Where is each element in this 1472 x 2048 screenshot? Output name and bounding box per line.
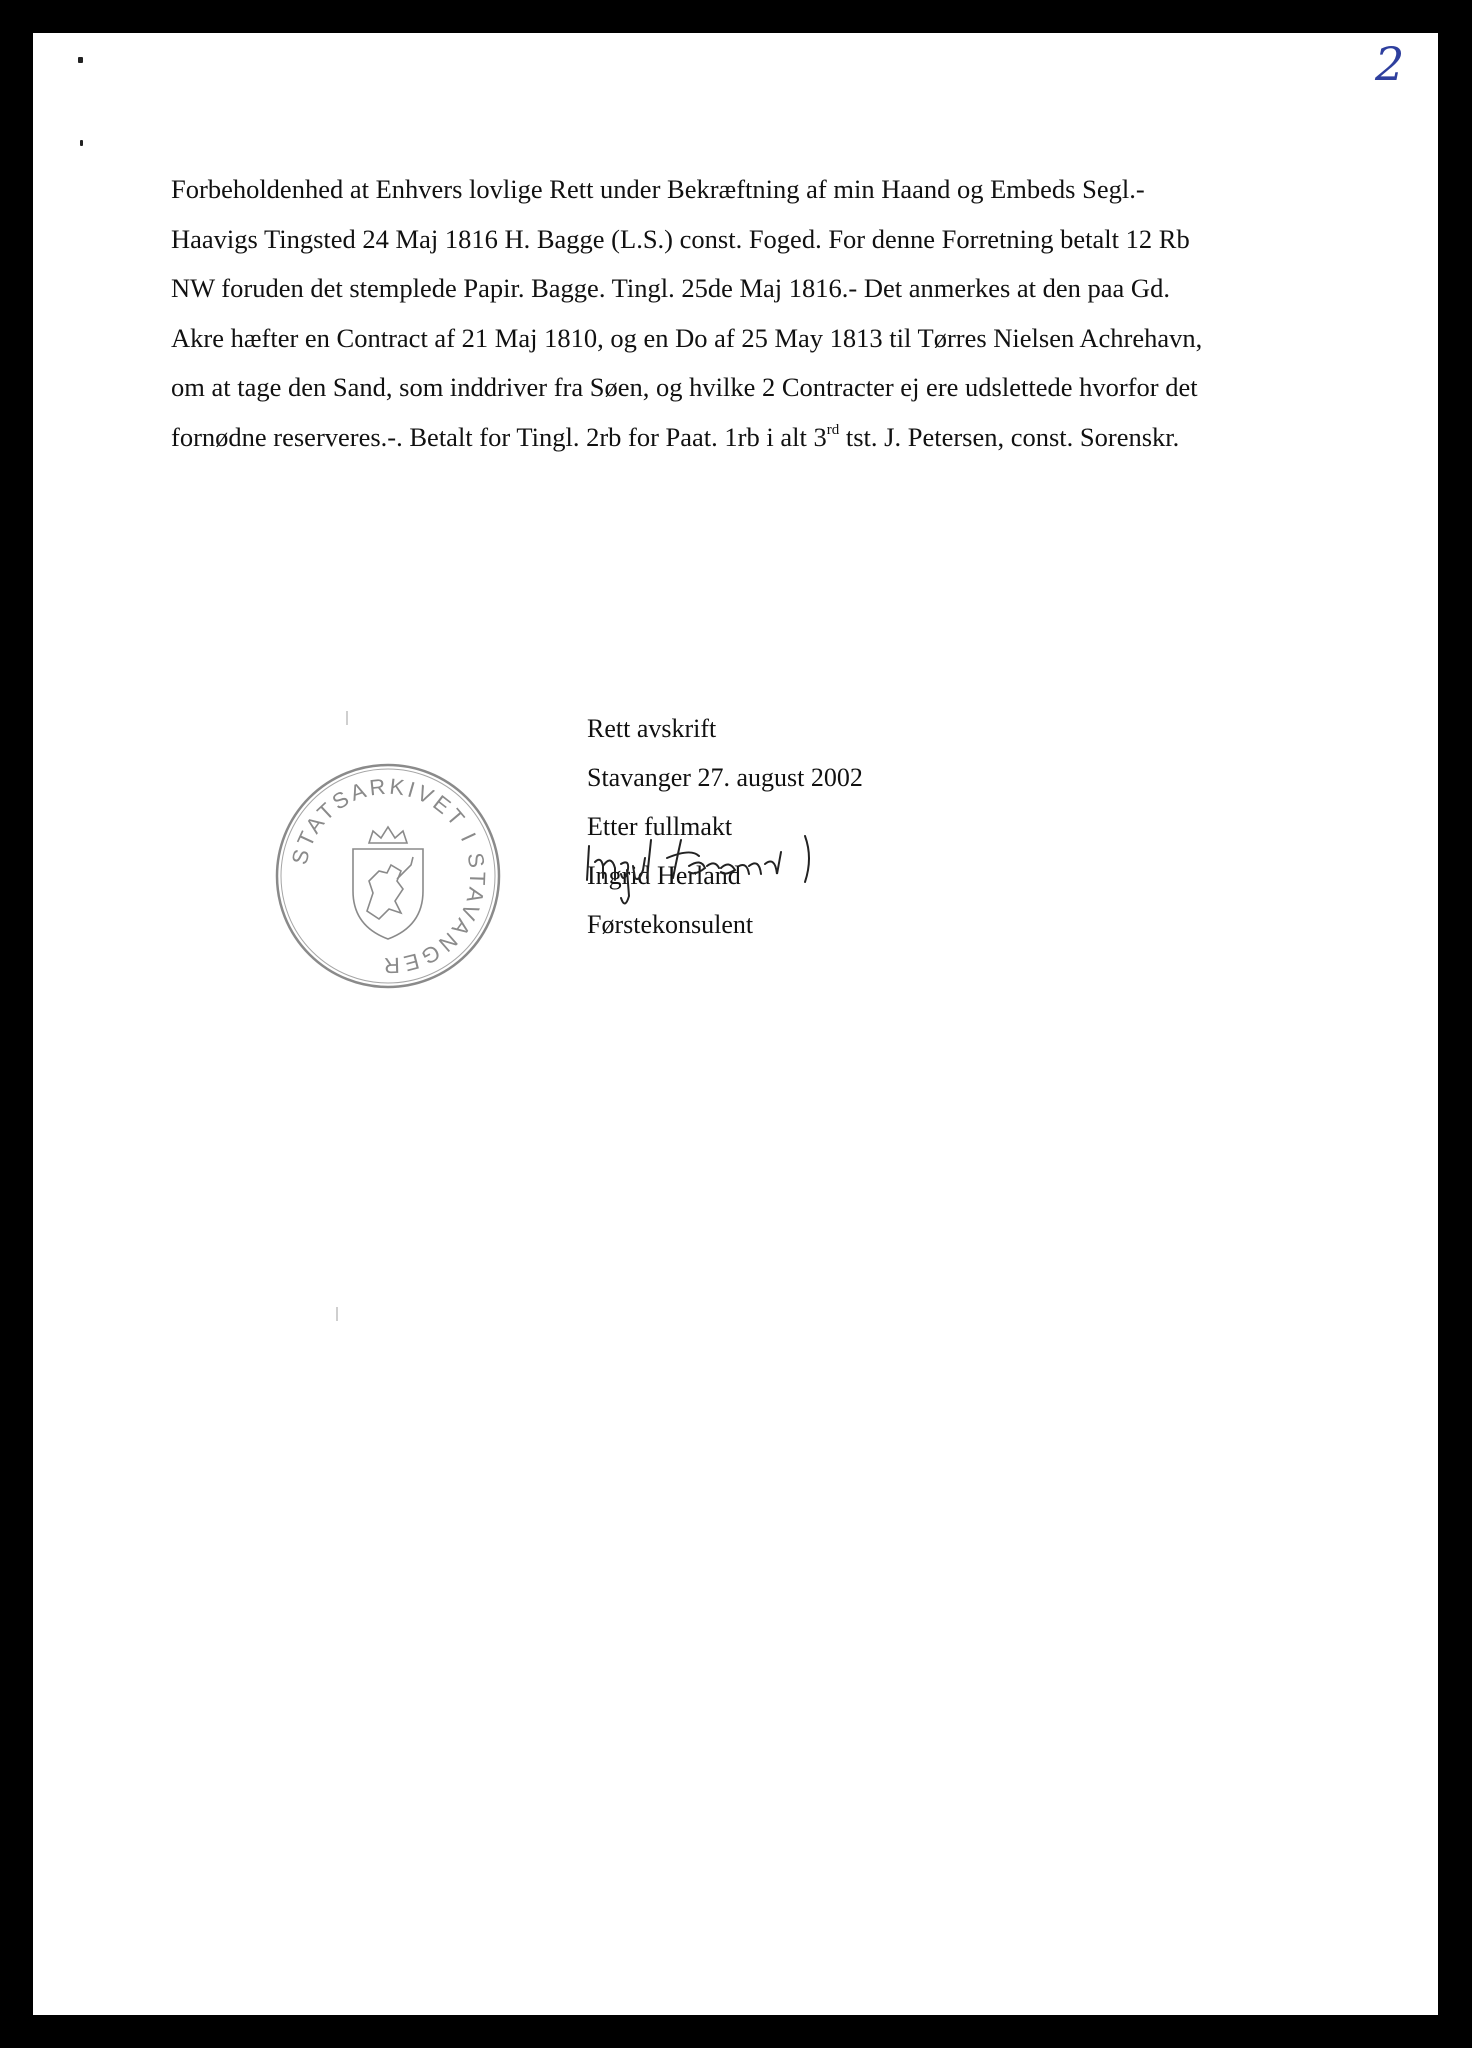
transcript-line: Forbeholdenhed at Enhvers lovlige Rett under Bekræftning af min Haand og Embeds Segl.- [171, 174, 1145, 204]
last-line-end: tst. J. Petersen, const. Sorenskr. [839, 421, 1180, 452]
superscript-rd: rd [826, 421, 840, 438]
scan-mark [346, 711, 348, 725]
transcript-line: Haavigs Tingsted 24 Maj 1816 H. Bagge (L.S.) const. Foged. For denne Forretning betalt 12 Rb [171, 223, 1190, 254]
transcript-last-line [171, 413, 1371, 463]
transcript-line: NW foruden det stemplede Papir. Bagge. Tingl. 25de Maj 1816.- Det anmerkes at den paa Gd. [171, 273, 1170, 303]
signer-name: Ingrid Herland [587, 861, 741, 890]
transcript-line: om at tage den Sand, som inddriver fra Søen, og hvilke 2 Contracter ej ere udslettede hvorfor det [171, 372, 1198, 402]
last-line-start: fornødne reserveres.-. Betalt for Tingl. 2rb for Paat. 1rb i alt 3 [171, 421, 827, 452]
seal-text: STATSARKIVET I STAVANGER [286, 773, 491, 979]
certified-copy-label: Rett avskrift [587, 714, 717, 743]
scan-mark [336, 1307, 338, 1321]
place-and-date: Stavanger 27. august 2002 [587, 763, 863, 792]
certification-block [587, 704, 863, 949]
document-page [33, 33, 1438, 2015]
archive-seal [273, 761, 503, 991]
transcript-line: Akre hæfter en Contract af 21 Maj 1810, og en Do af 25 May 1813 til Tørres Nielsen Achrehavn, [171, 322, 1203, 353]
signer-title: Førstekonsulent [587, 910, 754, 939]
authorization-label: Etter fullmakt [587, 812, 733, 841]
record-transcript [171, 165, 1371, 462]
scan-speck [78, 57, 83, 63]
scan-speck [80, 140, 83, 146]
coat-of-arms-icon [353, 827, 423, 939]
handwritten-page-number: 2 [1375, 37, 1405, 91]
